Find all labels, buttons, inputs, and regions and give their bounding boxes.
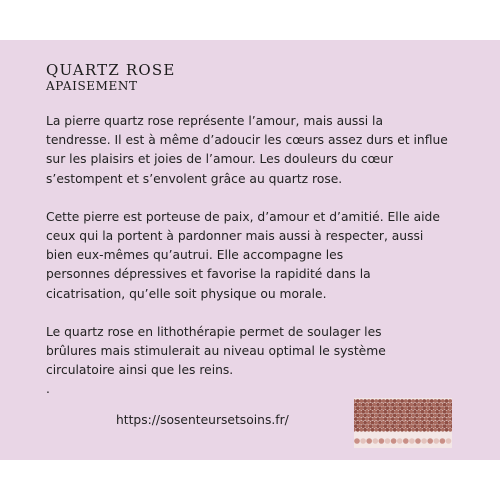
- bead: [419, 428, 423, 432]
- bead: [417, 410, 421, 414]
- bead: [365, 424, 369, 428]
- paragraph-peace: [46, 208, 466, 304]
- bead: [434, 428, 438, 432]
- bead: [415, 421, 419, 425]
- bead: [421, 417, 425, 421]
- bead: [422, 399, 426, 403]
- bead: [358, 424, 362, 428]
- bead: [426, 428, 430, 432]
- bead: [441, 406, 445, 410]
- bead: [406, 410, 410, 414]
- bead: [411, 428, 415, 432]
- bead: [445, 399, 449, 403]
- bead: [395, 424, 399, 428]
- bead: [415, 399, 419, 403]
- bead: [393, 399, 397, 403]
- page-title: QUARTZ ROSE: [46, 61, 176, 79]
- bead: [395, 417, 399, 421]
- bead: [356, 406, 360, 410]
- bead: [400, 406, 404, 410]
- bead: [378, 406, 382, 410]
- bead: [445, 414, 449, 418]
- bead: [360, 428, 364, 432]
- bead: [437, 421, 441, 425]
- bead: [367, 399, 371, 403]
- bead: [384, 417, 388, 421]
- bead: [411, 414, 415, 418]
- bead: [391, 410, 395, 414]
- bead: [378, 428, 382, 432]
- bead: [443, 403, 447, 407]
- bead: [402, 410, 406, 414]
- bead: [398, 410, 402, 414]
- bead: [443, 424, 447, 428]
- bead: [371, 414, 375, 418]
- bead: [415, 414, 419, 418]
- bead: [422, 414, 426, 418]
- bead: [382, 421, 386, 425]
- bead: [384, 424, 388, 428]
- text-line: Le quartz rose en lithothérapie permet de soulager les: [46, 324, 382, 339]
- bead: [380, 424, 384, 428]
- bead: [371, 428, 375, 432]
- bead: [378, 421, 382, 425]
- bead: [417, 403, 421, 407]
- bead: [413, 410, 417, 414]
- bead: [430, 406, 434, 410]
- bead: [371, 399, 375, 403]
- bead: [427, 438, 433, 444]
- bead: [354, 417, 358, 421]
- bead: [435, 403, 439, 407]
- bead: [376, 410, 380, 414]
- bead: [372, 403, 376, 407]
- bead: [422, 428, 426, 432]
- bead: [360, 438, 366, 444]
- bead: [400, 414, 404, 418]
- bead: [374, 428, 378, 432]
- bead: [391, 424, 395, 428]
- bead: [422, 421, 426, 425]
- text-line: s’estompent et s’envolent grâce au quartz rose.: [46, 171, 343, 186]
- bead: [404, 406, 408, 410]
- bead: [437, 428, 441, 432]
- bead: [448, 421, 452, 425]
- bead: [445, 421, 449, 425]
- text-line: cicatrisation, qu’elle soit physique ou morale.: [46, 286, 327, 301]
- bead: [409, 438, 415, 444]
- bead: [354, 403, 358, 407]
- bead: [426, 421, 430, 425]
- bead: [387, 403, 391, 407]
- bead: [417, 424, 421, 428]
- bead: [439, 417, 443, 421]
- text-line: ceux qui la portent à pardonner mais aussi à respecter, aussi: [46, 229, 424, 244]
- bead: [448, 414, 452, 418]
- text-line: tendresse. Il est à même d’adoucir les cœurs assez durs et influe: [46, 133, 448, 148]
- bead: [391, 438, 397, 444]
- bead: [421, 410, 425, 414]
- bead: [393, 414, 397, 418]
- bead: [380, 403, 384, 407]
- bead: [408, 421, 412, 425]
- bead: [371, 421, 375, 425]
- bead: [387, 410, 391, 414]
- bead: [437, 399, 441, 403]
- bead: [404, 428, 408, 432]
- bead: [363, 399, 367, 403]
- bead: [434, 406, 438, 410]
- text-line: bien eux-mêmes qu’autrui. Elle accompagne les: [46, 248, 344, 263]
- text-line: personnes dépressives et favorise la rapidité dans la: [46, 267, 371, 282]
- bead: [446, 410, 450, 414]
- bead: [435, 410, 439, 414]
- bead: [389, 399, 393, 403]
- bead: [408, 428, 412, 432]
- bead: [441, 399, 445, 403]
- bead: [358, 403, 362, 407]
- text-line: circulatoire ainsi que les reins.: [46, 363, 234, 378]
- bead: [445, 406, 449, 410]
- text-line: Cette pierre est porteuse de paix, d’amour et d’amitié. Elle aide: [46, 209, 440, 224]
- bead: [374, 406, 378, 410]
- bead: [439, 410, 443, 414]
- bead: [374, 414, 378, 418]
- bead: [441, 428, 445, 432]
- bead: [406, 424, 410, 428]
- bead: [421, 403, 425, 407]
- bead: [360, 414, 364, 418]
- bead: [356, 399, 360, 403]
- bead: [361, 410, 365, 414]
- bead: [398, 424, 402, 428]
- bead: [409, 424, 413, 428]
- bead: [376, 417, 380, 421]
- bead: [403, 438, 409, 444]
- bead: [440, 438, 446, 444]
- bead: [378, 414, 382, 418]
- bead: [409, 417, 413, 421]
- bead: [385, 428, 389, 432]
- bead: [419, 399, 423, 403]
- bead: [389, 406, 393, 410]
- bead: [380, 417, 384, 421]
- text-line: La pierre quartz rose représente l’amour, mais aussi la: [46, 114, 384, 128]
- bead: [439, 424, 443, 428]
- bead: [448, 399, 452, 403]
- bead: [446, 438, 452, 444]
- bead: [428, 410, 432, 414]
- bead: [432, 417, 436, 421]
- bead: [363, 414, 367, 418]
- bead: [391, 403, 395, 407]
- bead: [356, 428, 360, 432]
- trailing-dot: .: [46, 382, 50, 397]
- bead: [360, 399, 364, 403]
- bead: [382, 406, 386, 410]
- bead: [389, 428, 393, 432]
- bead: [397, 438, 403, 444]
- bead: [395, 410, 399, 414]
- bead: [421, 424, 425, 428]
- bead: [415, 438, 421, 444]
- bead: [397, 406, 401, 410]
- bead: [426, 406, 430, 410]
- bead: [415, 406, 419, 410]
- bead: [358, 410, 362, 414]
- bead: [434, 421, 438, 425]
- bead: [400, 421, 404, 425]
- bead: [397, 399, 401, 403]
- bead: [387, 417, 391, 421]
- text-line: brûlures mais stimulerait au niveau optimal le système: [46, 344, 386, 359]
- bead: [385, 406, 389, 410]
- bead: [424, 417, 428, 421]
- bead: [374, 421, 378, 425]
- bead: [409, 410, 413, 414]
- bead: [437, 414, 441, 418]
- description-body: [46, 112, 466, 400]
- bead: [434, 399, 438, 403]
- bead: [443, 410, 447, 414]
- bead: [413, 403, 417, 407]
- bead: [354, 438, 360, 444]
- bead: [360, 421, 364, 425]
- bead: [367, 414, 371, 418]
- bead: [354, 424, 358, 428]
- bead: [366, 438, 372, 444]
- paragraph-love: [46, 112, 466, 189]
- bead: [409, 403, 413, 407]
- bead: [400, 399, 404, 403]
- bead: [446, 403, 450, 407]
- bead: [376, 403, 380, 407]
- bead: [373, 438, 379, 444]
- bead: [428, 403, 432, 407]
- bead: [430, 414, 434, 418]
- bead: [428, 417, 432, 421]
- website-link[interactable]: https://sosenteursetsoins.fr/: [116, 413, 289, 427]
- bead: [421, 438, 427, 444]
- bead: [397, 421, 401, 425]
- bead: [356, 421, 360, 425]
- bead: [397, 414, 401, 418]
- bead: [385, 399, 389, 403]
- bead: [397, 428, 401, 432]
- bead: [393, 421, 397, 425]
- bead: [430, 428, 434, 432]
- bead: [398, 403, 402, 407]
- bead: [406, 403, 410, 407]
- bead: [435, 424, 439, 428]
- bead: [387, 424, 391, 428]
- bead: [391, 417, 395, 421]
- bead: [408, 414, 412, 418]
- bead: [426, 414, 430, 418]
- bead: [363, 421, 367, 425]
- bead: [369, 424, 373, 428]
- bead: [393, 428, 397, 432]
- bead: [432, 403, 436, 407]
- bead: [424, 403, 428, 407]
- bead: [367, 421, 371, 425]
- bead: [369, 417, 373, 421]
- bead: [424, 424, 428, 428]
- bead: [432, 424, 436, 428]
- bead: [411, 406, 415, 410]
- bead: [384, 410, 388, 414]
- bead: [372, 417, 376, 421]
- bead: [439, 403, 443, 407]
- bead: [408, 406, 412, 410]
- bead: [361, 403, 365, 407]
- bead: [365, 417, 369, 421]
- bead: [404, 421, 408, 425]
- bead: [382, 428, 386, 432]
- bead: [378, 399, 382, 403]
- bead: [389, 421, 393, 425]
- bead: [365, 410, 369, 414]
- bead: [419, 414, 423, 418]
- bead: [380, 410, 384, 414]
- bead: [354, 410, 358, 414]
- bead: [402, 417, 406, 421]
- bead: [413, 424, 417, 428]
- bead: [426, 399, 430, 403]
- bead: [404, 399, 408, 403]
- bead: [395, 403, 399, 407]
- bead: [428, 424, 432, 428]
- bead: [430, 421, 434, 425]
- bead: [419, 421, 423, 425]
- bead: [402, 403, 406, 407]
- bead: [432, 410, 436, 414]
- bead: [441, 414, 445, 418]
- bead: [361, 424, 365, 428]
- bead: [360, 406, 364, 410]
- bead: [434, 438, 440, 444]
- bead: [398, 417, 402, 421]
- bead: [417, 417, 421, 421]
- bead: [441, 421, 445, 425]
- bead: [371, 406, 375, 410]
- page-subtitle: APAISEMENT: [46, 79, 138, 93]
- bead: [363, 428, 367, 432]
- bead: [446, 424, 450, 428]
- bead: [404, 414, 408, 418]
- bead: [361, 417, 365, 421]
- text-line: sur les plaisirs et joies de l’amour. Les douleurs du cœur: [46, 152, 394, 167]
- info-card: [0, 40, 500, 460]
- bead: [415, 428, 419, 432]
- bead: [411, 421, 415, 425]
- bead: [406, 417, 410, 421]
- bead: [408, 399, 412, 403]
- bead: [369, 403, 373, 407]
- bead: [374, 399, 378, 403]
- bead: [372, 410, 376, 414]
- bead: [382, 399, 386, 403]
- bead: [437, 406, 441, 410]
- bead: [424, 410, 428, 414]
- bead: [434, 414, 438, 418]
- bead: [448, 428, 452, 432]
- bead: [402, 424, 406, 428]
- bead: [384, 403, 388, 407]
- bead: [443, 417, 447, 421]
- bead: [389, 414, 393, 418]
- bead: [382, 414, 386, 418]
- bead: [367, 406, 371, 410]
- bead: [446, 417, 450, 421]
- bead: [372, 424, 376, 428]
- bead: [445, 428, 449, 432]
- bead: [358, 417, 362, 421]
- bead: [385, 438, 391, 444]
- bead: [367, 428, 371, 432]
- bead: [411, 399, 415, 403]
- bead: [393, 406, 397, 410]
- bead: [422, 406, 426, 410]
- bead: [379, 438, 385, 444]
- bead: [369, 410, 373, 414]
- bead: [400, 428, 404, 432]
- rose-quartz-beads-image: [354, 398, 452, 448]
- bead: [435, 417, 439, 421]
- bead: [413, 417, 417, 421]
- bead: [376, 424, 380, 428]
- bead: [385, 414, 389, 418]
- bead: [365, 403, 369, 407]
- paragraph-lithotherapy: [46, 323, 466, 381]
- bead: [419, 406, 423, 410]
- bead: [448, 406, 452, 410]
- bead: [363, 406, 367, 410]
- bead: [385, 421, 389, 425]
- bead: [356, 414, 360, 418]
- bead: [430, 399, 434, 403]
